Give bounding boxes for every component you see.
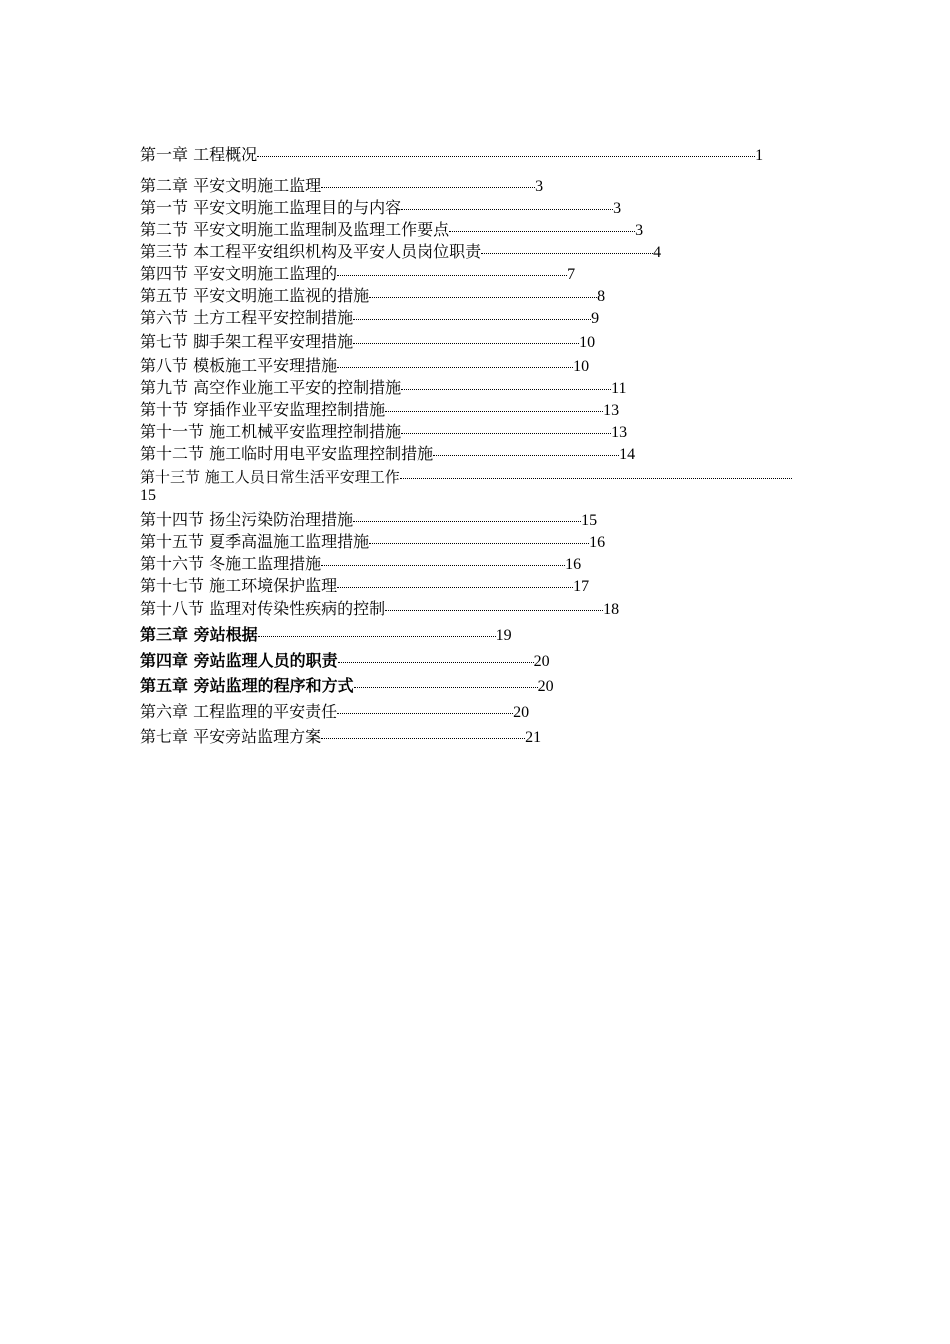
toc-entry-page: 10 [579, 334, 596, 351]
toc-entry [140, 531, 605, 553]
toc-entry-label: 第五章 旁站监理的程序和方式 [140, 676, 354, 695]
toc-entry-page: 17 [573, 578, 590, 595]
toc-entry-page: 19 [495, 627, 512, 644]
toc-entry-label: 第六节 土方工程平安控制措施 [140, 308, 354, 327]
dot-leader [401, 432, 611, 434]
dot-leader [353, 318, 591, 320]
toc-entry-label: 第二章 平安文明施工监理 [140, 176, 322, 195]
toc-entry-page: 10 [573, 358, 590, 375]
toc-entry [140, 377, 627, 399]
toc-entry [140, 241, 661, 263]
toc-entry-label: 第七节 脚手架工程平安理措施 [140, 332, 354, 351]
toc-entry [140, 575, 589, 597]
dot-leader [401, 388, 611, 390]
dot-leader [449, 230, 635, 232]
toc-entry-page: 13 [611, 424, 628, 441]
dot-leader [385, 410, 603, 412]
dot-leader [354, 686, 538, 688]
toc-entry-page: 3 [635, 222, 644, 239]
toc-entry-label: 第一节 平安文明施工监理目的与内容 [140, 198, 402, 217]
toc-entry-page: 21 [525, 729, 542, 746]
dot-leader [385, 609, 603, 611]
toc-entry [140, 285, 605, 307]
toc-entry-label: 第十五节 夏季高温施工监理措施 [140, 532, 370, 551]
toc-entry-page: 16 [589, 534, 606, 551]
toc-entry-label: 第十二节 施工临时用电平安监理控制措施 [140, 444, 434, 463]
toc-entry-page: 15 [581, 512, 598, 529]
toc-entry [140, 197, 621, 219]
toc-entry-page: 16 [565, 556, 582, 573]
toc-entry [140, 307, 599, 329]
toc-entry-label: 第六章 工程监理的平安责任 [140, 702, 338, 721]
dot-leader [321, 564, 565, 566]
dot-leader [353, 520, 581, 522]
dot-leader [337, 274, 567, 276]
dot-leader [321, 186, 535, 188]
toc-entry [140, 701, 529, 723]
dot-leader [258, 635, 496, 637]
toc-entry [140, 650, 550, 672]
dot-leader [337, 586, 573, 588]
toc-entry [140, 675, 554, 697]
toc-entry [140, 263, 575, 285]
dot-leader [337, 366, 573, 368]
toc-entry-page: 8 [597, 288, 606, 305]
toc-entry-label: 第十四节 扬尘污染防治理措施 [140, 510, 354, 529]
dot-leader [257, 155, 755, 157]
dot-leader [369, 542, 589, 544]
toc-entry [140, 624, 512, 646]
dot-leader [337, 712, 513, 714]
toc-entry-page: 3 [613, 200, 622, 217]
toc-entry-label: 第四节 平安文明施工监理的 [140, 264, 338, 283]
toc-entry-page: 7 [567, 266, 576, 283]
toc-entry [140, 144, 763, 166]
toc-entry-label: 第二节 平安文明施工监理制及监理工作要点 [140, 220, 450, 239]
dot-leader [401, 208, 613, 210]
toc-entry-page: 18 [603, 601, 620, 618]
toc-entry [140, 726, 541, 748]
toc-entry-label: 第十一节 施工机械平安监理控制措施 [140, 422, 402, 441]
toc-entry-page: 11 [611, 380, 627, 397]
toc-entry-page: 4 [653, 244, 662, 261]
toc-entry-label: 第四章 旁站监理人员的职责 [140, 651, 338, 670]
toc-entry [140, 421, 627, 443]
toc-entry-label: 第十六节 冬施工监理措施 [140, 554, 322, 573]
toc-entry-page: 20 [513, 704, 530, 721]
toc-entry [140, 598, 619, 620]
dot-leader [400, 477, 792, 479]
toc-entry-label: 第七章 平安旁站监理方案 [140, 727, 322, 746]
dot-leader [433, 454, 619, 456]
toc-entry-label: 第三节 本工程平安组织机构及平安人员岗位职责 [140, 242, 482, 261]
dot-leader [338, 661, 534, 663]
toc-entry-page: 13 [603, 402, 620, 419]
toc-entry-label: 第九节 高空作业施工平安的控制措施 [140, 378, 402, 397]
toc-entry [140, 355, 589, 377]
toc-entry-label: 第十七节 施工环境保护监理 [140, 576, 338, 595]
dot-leader [369, 296, 597, 298]
toc-entry-label: 第三章 旁站根据 [140, 625, 258, 644]
toc-entry [140, 219, 643, 241]
toc-entry-page: 3 [535, 178, 544, 195]
toc-entry [140, 466, 792, 488]
toc-entry [140, 553, 581, 575]
toc-entry-page: 14 [619, 446, 636, 463]
dot-leader [481, 252, 653, 254]
toc-entry-page: 20 [533, 653, 550, 670]
toc-entry-page: 15 [140, 487, 156, 504]
toc-entry [140, 175, 543, 197]
toc-entry [140, 443, 635, 465]
toc-entry [140, 509, 597, 531]
toc-entry-label: 第十八节 监理对传染性疾病的控制 [140, 599, 386, 618]
toc-entry-page: 20 [537, 678, 554, 695]
toc-entry-label: 第八节 模板施工平安理措施 [140, 356, 338, 375]
dot-leader [353, 342, 579, 344]
toc-entry-page: 9 [591, 310, 600, 327]
toc-entry-label: 第一章 工程概况 [140, 145, 258, 164]
toc-entry-label: 第五节 平安文明施工监视的措施 [140, 286, 370, 305]
toc-entry-page: 1 [755, 147, 764, 164]
toc-entry [140, 331, 595, 353]
toc-entry [140, 399, 619, 421]
toc-entry-label: 第十三节 施工人员日常生活平安理工作 [140, 468, 400, 486]
toc-entry-label: 第十节 穿插作业平安监理控制措施 [140, 400, 386, 419]
dot-leader [321, 737, 525, 739]
